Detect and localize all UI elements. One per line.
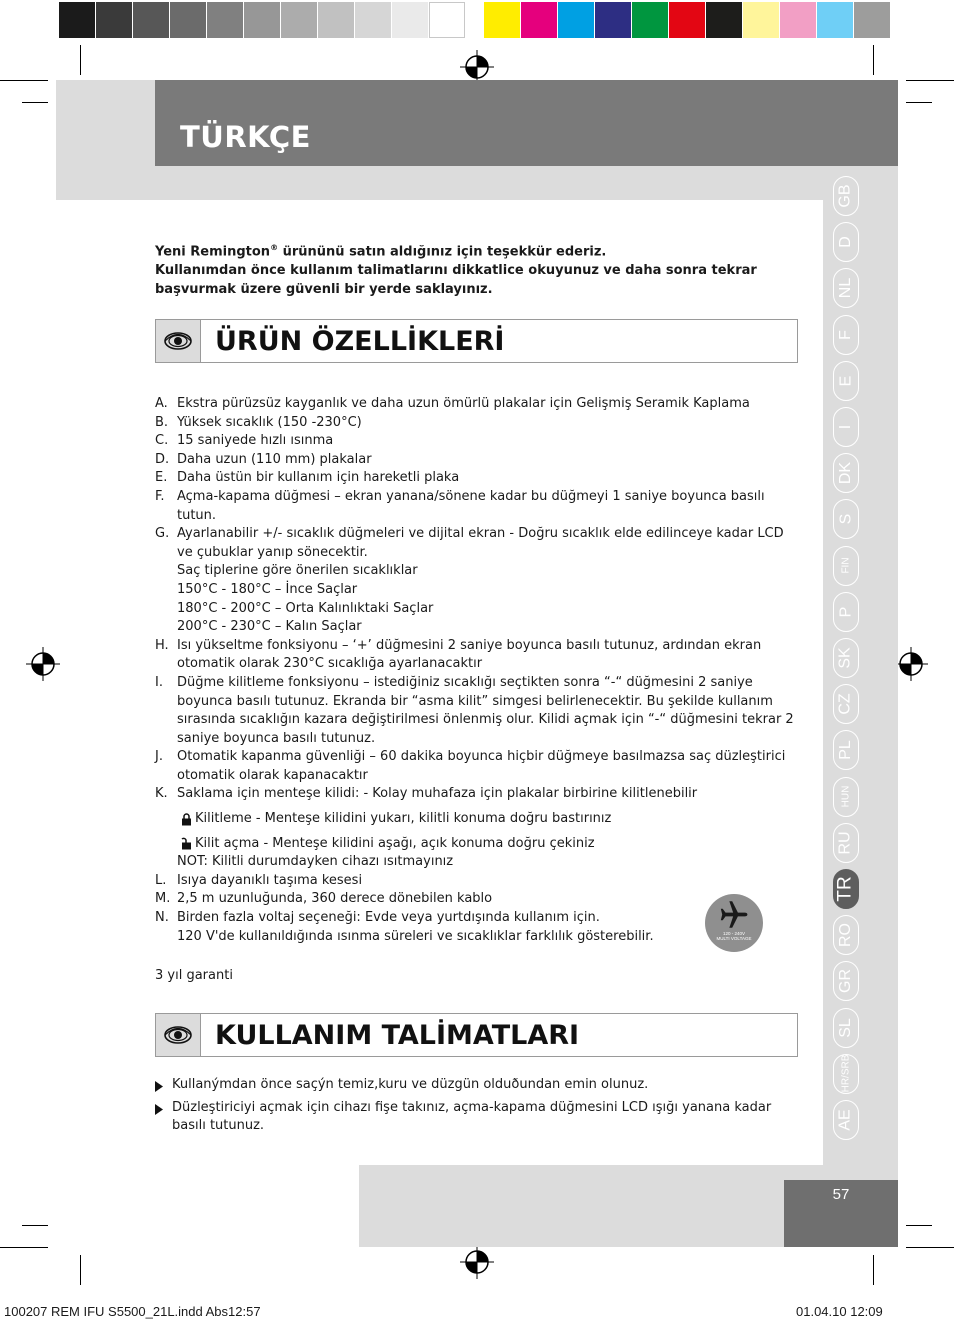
feature-text: Daha uzun (110 mm) plakalar bbox=[177, 451, 372, 467]
feature-item bbox=[155, 785, 795, 804]
footer-file-info: 100207 REM IFU S5500_21L.indd Abs12:57 bbox=[4, 1304, 261, 1319]
feature-letter: H. bbox=[155, 637, 169, 653]
feature-item bbox=[155, 432, 795, 451]
feature-letter: N. bbox=[155, 910, 169, 926]
feature-text: Isı yükseltme fonksiyonu – ‘+’ düğmesini 2 saniye boyunca basılı tutunuz, ardından ekran otomatik olarak 230°C sıcaklığa ayarlanacaktır bbox=[177, 637, 762, 672]
eye-icon bbox=[156, 320, 201, 362]
lock-text: Kilitleme - Menteşe kilidini yukarı, kilitli konuma doğru bastırınız bbox=[195, 811, 612, 827]
color-swatch bbox=[429, 2, 465, 38]
feature-item bbox=[155, 414, 795, 433]
color-swatch bbox=[669, 2, 705, 38]
section-header-features bbox=[155, 319, 798, 363]
feature-letter: D. bbox=[155, 451, 170, 467]
feature-letter: I. bbox=[155, 674, 163, 690]
crop-mark bbox=[0, 1247, 48, 1248]
intro-text bbox=[155, 238, 795, 299]
list-item bbox=[155, 1076, 795, 1099]
lock-instruction bbox=[155, 810, 795, 829]
badge-label: MULTI VOLTAGE bbox=[716, 936, 752, 941]
color-swatch bbox=[281, 2, 317, 38]
crop-mark bbox=[873, 1255, 874, 1285]
language-tab[interactable] bbox=[833, 1100, 859, 1140]
registration-mark-icon bbox=[460, 1245, 494, 1279]
multi-voltage-badge bbox=[705, 894, 763, 952]
gray-swatches bbox=[59, 2, 466, 38]
language-tab[interactable] bbox=[833, 915, 859, 955]
page-title: TÜRKÇE bbox=[180, 120, 311, 154]
language-tab-label: PL bbox=[836, 740, 854, 761]
language-tab[interactable] bbox=[833, 407, 859, 447]
registration-mark-icon bbox=[894, 647, 928, 681]
temperature-line: 180°C - 200°C – Orta Kalınlıktaki Saçlar bbox=[177, 600, 434, 616]
language-tab[interactable] bbox=[833, 961, 859, 1001]
color-swatch bbox=[817, 2, 853, 38]
instruction-list bbox=[155, 1076, 795, 1136]
feature-text: Düğme kilitleme fonksiyonu – istediğiniz sıcaklığı seçtikten sonra “-“ düğmesini 2 saniye boyunca basılı tutunuz. Ekranda bir “asma kilit” simgesi belirlenecektir. Bu şekilde kullanım sırasında sıcaklığın kazara değiştirilmesi önlenmiş olur. Kilidi açmak için “-“ düğmesini tekrar 2 saniye boyunca basılı tutunuz. bbox=[177, 674, 794, 746]
temperature-line: 150°C - 180°C – İnce Saçlar bbox=[177, 581, 358, 597]
language-tab[interactable] bbox=[833, 361, 859, 401]
language-tab-label: D bbox=[837, 236, 854, 248]
color-swatch bbox=[244, 2, 280, 38]
language-tab-label: DK bbox=[836, 462, 854, 485]
feature-item bbox=[155, 488, 795, 525]
temperature-heading: Saç tiplerine göre önerilen sıcaklıklar bbox=[177, 563, 418, 579]
language-tab[interactable] bbox=[833, 823, 859, 863]
feature-item bbox=[155, 909, 795, 928]
badge-text bbox=[705, 931, 763, 941]
registered-mark: ® bbox=[270, 243, 279, 252]
feature-item bbox=[155, 872, 795, 891]
lock-note: NOT: Kilitli durumdayken cihazı ısıtmayınız bbox=[177, 854, 454, 870]
crop-mark bbox=[906, 1247, 954, 1248]
feature-text: Saklama için menteşe kilidi: - Kolay muhafaza için plakalar birbirine kilitlenebilir bbox=[177, 786, 698, 802]
section-title-instructions: KULLANIM TALİMATLARI bbox=[215, 1019, 580, 1051]
color-swatch bbox=[170, 2, 206, 38]
color-swatch bbox=[521, 2, 557, 38]
language-tab-label: CZ bbox=[836, 693, 854, 715]
registration-mark-icon bbox=[460, 50, 494, 84]
language-tab-label: P bbox=[836, 606, 854, 618]
color-swatches bbox=[484, 2, 891, 38]
language-tab-label: FIN bbox=[840, 557, 852, 574]
color-swatch bbox=[392, 2, 428, 38]
instruction-text: Kullanýmdan önce saçýn temiz,kuru ve düzgün olduðundan emin olunuz. bbox=[172, 1077, 649, 1092]
language-tab-label: HUN bbox=[840, 785, 852, 808]
language-tab-label: RU bbox=[836, 831, 854, 855]
feature-item bbox=[155, 637, 795, 674]
language-tab-label: AE bbox=[837, 1109, 854, 1131]
footer-date: 01.04.10 12:09 bbox=[796, 1304, 883, 1319]
crop-mark bbox=[22, 102, 48, 103]
color-swatch bbox=[632, 2, 668, 38]
color-swatch bbox=[595, 2, 631, 38]
unlock-icon bbox=[181, 837, 192, 850]
feature-item bbox=[155, 525, 795, 562]
language-tab[interactable] bbox=[833, 638, 859, 678]
arrow-right-icon bbox=[155, 1104, 163, 1115]
temperature-line: 200°C - 230°C – Kalın Saçlar bbox=[177, 619, 362, 635]
language-tab[interactable] bbox=[833, 730, 859, 770]
feature-list bbox=[155, 395, 795, 946]
feature-item bbox=[155, 748, 795, 785]
feature-item bbox=[155, 469, 795, 488]
feature-letter: G. bbox=[155, 526, 170, 542]
arrow-right-icon bbox=[155, 1081, 163, 1092]
color-swatch bbox=[207, 2, 243, 38]
crop-mark bbox=[80, 45, 81, 75]
color-swatch bbox=[558, 2, 594, 38]
feature-letter: L. bbox=[155, 872, 167, 888]
feature-text: Ekstra pürüzsüz kayganlık ve daha uzun ömürlü plakalar için Gelişmiş Seramik Kaplama bbox=[177, 396, 750, 411]
language-tab-label: S bbox=[836, 514, 854, 525]
language-tab-label: SL bbox=[836, 1017, 854, 1038]
language-tab[interactable] bbox=[833, 176, 859, 216]
intro-brand: Yeni Remington bbox=[155, 244, 271, 260]
feature-text: Yüksek sıcaklık (150 -230°C) bbox=[177, 414, 362, 430]
feature-text: Otomatik kapanma güvenliği – 60 dakika boyunca hiçbir düğmeye basılmazsa saç düzleştirici otomatik olarak kapanacaktır bbox=[177, 749, 786, 783]
feature-item bbox=[155, 395, 795, 414]
feature-letter: K. bbox=[155, 786, 168, 802]
eye-icon bbox=[156, 1014, 201, 1056]
color-swatch bbox=[59, 2, 95, 38]
intro-thanks: ürününü satın aldığınız için teşekkür ederiz. bbox=[278, 244, 607, 260]
language-tab-label: SK bbox=[837, 647, 854, 669]
language-tab-label: HR/SRB bbox=[840, 1054, 852, 1093]
language-tab-label: RO bbox=[837, 923, 854, 948]
feature-text: Isıya dayanıklı taşıma kesesi bbox=[177, 872, 363, 888]
feature-item bbox=[155, 674, 795, 748]
crop-mark bbox=[873, 45, 874, 75]
color-swatch bbox=[743, 2, 779, 38]
feature-text: Daha üstün bir kullanım için hareketli plaka bbox=[177, 470, 460, 486]
crop-mark bbox=[80, 1255, 81, 1285]
language-tab-label: GR bbox=[837, 969, 854, 994]
language-tab[interactable] bbox=[833, 1054, 859, 1094]
feature-letter: E. bbox=[155, 470, 168, 486]
language-tab[interactable] bbox=[833, 453, 859, 493]
color-swatch bbox=[780, 2, 816, 38]
color-swatch bbox=[318, 2, 354, 38]
language-tab-label: F bbox=[837, 329, 854, 340]
feature-text: Açma-kapama düğmesi – ekran yanana/sönene kadar bu düğmeyi 1 saniye boyunca basılı tutun. bbox=[177, 488, 765, 523]
color-swatch bbox=[355, 2, 391, 38]
crop-mark bbox=[906, 1225, 932, 1226]
language-tab-label: NL bbox=[836, 278, 854, 299]
language-tab[interactable] bbox=[833, 499, 859, 539]
feature-item bbox=[155, 890, 795, 909]
language-tab[interactable] bbox=[833, 315, 859, 355]
language-tab[interactable] bbox=[833, 222, 859, 262]
intro-instructions: Kullanımdan önce kullanım talimatlarını dikkatlice okuyunuz ve daha sonra tekrar başvurmak üzere güvenli bir yerde saklayınız. bbox=[155, 263, 757, 298]
color-swatch bbox=[484, 2, 520, 38]
color-swatch bbox=[133, 2, 169, 38]
language-tab[interactable] bbox=[833, 268, 859, 308]
section-header-instructions bbox=[155, 1013, 798, 1057]
page-number: 57 bbox=[832, 1186, 850, 1203]
feature-letter: C. bbox=[155, 433, 169, 449]
section-title-features: ÜRÜN ÖZELLİKLERİ bbox=[215, 325, 505, 357]
language-tab[interactable] bbox=[833, 869, 859, 909]
feature-letter: J. bbox=[155, 749, 163, 765]
feature-item bbox=[155, 451, 795, 470]
badge-voltage: 120 - 240V bbox=[722, 931, 746, 936]
color-swatch bbox=[706, 2, 742, 38]
airplane-icon bbox=[705, 894, 763, 934]
color-swatch bbox=[96, 2, 132, 38]
feature-text: Ayarlanabilir +/- sıcaklık düğmeleri ve dijital ekran - Doğru sıcaklık elde edilinceye kadar LCD ve çubuklar yanıp sönecektir. bbox=[177, 526, 784, 560]
unlock-text: Kilit açma - Menteşe kilidini aşağı, açık konuma doğru çekiniz bbox=[195, 835, 595, 851]
unlock-instruction bbox=[155, 835, 795, 854]
language-tab-label: I bbox=[836, 424, 854, 430]
crop-mark bbox=[22, 1225, 48, 1226]
list-item bbox=[155, 1099, 795, 1136]
crop-mark bbox=[0, 80, 48, 81]
language-tab[interactable] bbox=[833, 1008, 859, 1048]
feature-text: 2,5 m uzunluğunda, 360 derece dönebilen kablo bbox=[177, 891, 493, 907]
instruction-text: Düzleştiriciyi açmak için cihazı fişe takınız, açma-kapama düğmesini LCD ışığı yanana kadar basılı tutunuz. bbox=[172, 1099, 772, 1134]
language-tab[interactable] bbox=[833, 546, 859, 586]
warranty-text: 3 yıl garanti bbox=[155, 968, 233, 983]
registration-mark-icon bbox=[26, 647, 60, 681]
feature-letter: A. bbox=[155, 396, 168, 411]
voltage-note: 120 V'de kullanıldığında ısınma süreleri ve sıcaklıklar farklılık gösterebilir. bbox=[177, 928, 654, 944]
feature-letter: M. bbox=[155, 891, 171, 907]
feature-text: Birden fazla voltaj seçeneği: Evde veya yurtdışında kullanım için. bbox=[177, 910, 600, 926]
language-tab[interactable] bbox=[833, 777, 859, 817]
crop-mark bbox=[906, 80, 954, 81]
feature-text: 15 saniyede hızlı ısınma bbox=[177, 433, 334, 449]
crop-mark bbox=[906, 102, 932, 103]
language-tab[interactable] bbox=[833, 592, 859, 632]
language-tab[interactable] bbox=[833, 684, 859, 724]
color-swatch bbox=[854, 2, 890, 38]
feature-letter: F. bbox=[155, 488, 165, 504]
feature-letter: B. bbox=[155, 414, 169, 430]
lock-icon bbox=[181, 813, 192, 826]
language-tab-label: GB bbox=[837, 184, 854, 208]
language-tab-label: E bbox=[836, 375, 854, 387]
language-tab-label: TR bbox=[835, 876, 857, 902]
